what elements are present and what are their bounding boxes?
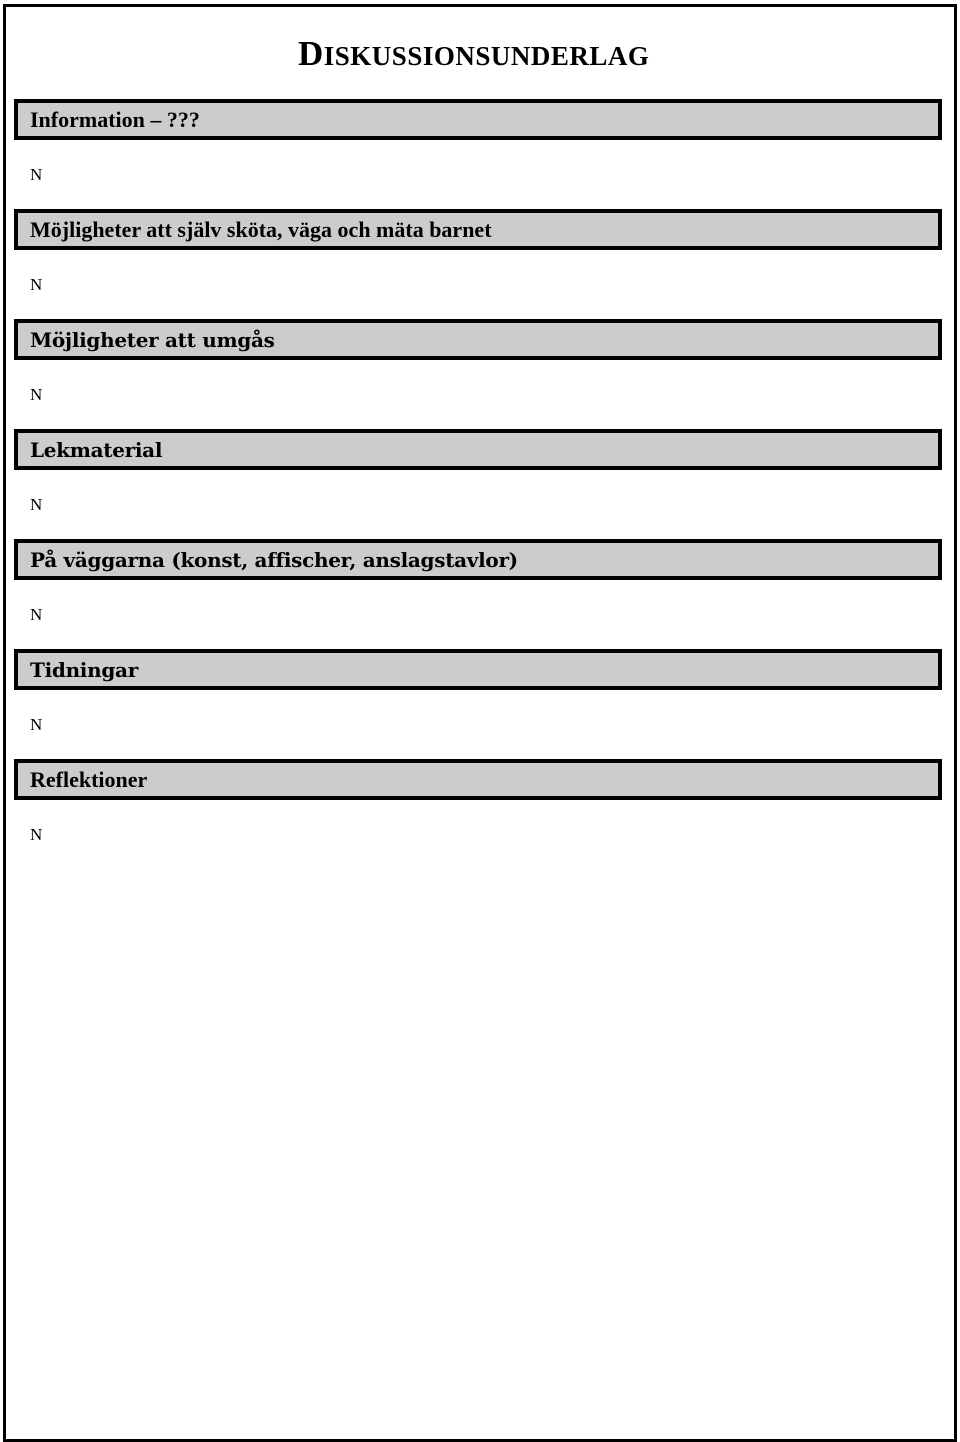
section-header-care-facilities	[14, 209, 942, 250]
section-note: N	[30, 275, 43, 294]
section-note: N	[30, 495, 43, 514]
section-label: Möjligheter att umgås	[30, 328, 275, 352]
section-note: N	[30, 165, 43, 184]
document-title-initial: D	[298, 34, 324, 73]
section-label: Information – ???	[30, 107, 200, 132]
section-note: N	[30, 605, 43, 624]
section-label: På väggarna (konst, affischer, anslagstavlor)	[30, 548, 518, 572]
section-label: Möjligheter att själv sköta, väga och mäta barnet	[30, 217, 492, 242]
section-header-socializing	[14, 319, 942, 360]
section-label: Tidningar	[30, 658, 138, 682]
section-note: N	[30, 715, 43, 734]
document-title-rest: ISKUSSIONSUNDERLAG	[323, 41, 650, 71]
section-label: Lekmaterial	[30, 438, 163, 462]
section-note: N	[30, 825, 43, 844]
section-label: Reflektioner	[30, 767, 148, 792]
section-header-newspapers	[14, 649, 942, 690]
document-title	[298, 36, 649, 71]
section-header-information	[14, 99, 942, 140]
section-note: N	[30, 385, 43, 404]
section-header-play-material	[14, 429, 942, 470]
section-header-reflections	[14, 759, 942, 800]
section-header-walls	[14, 539, 942, 580]
